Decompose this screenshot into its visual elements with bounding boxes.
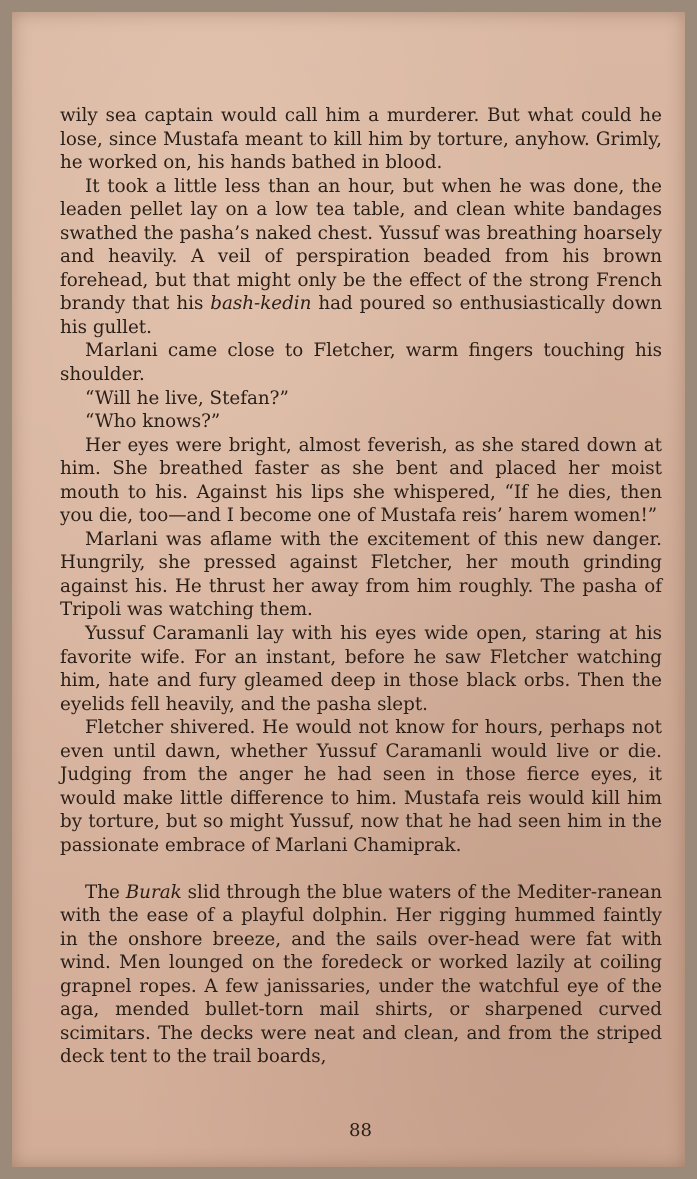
paragraph-2: It took a little less than an hour, but when he was done, the leaden pellet lay on a low tea table, and clean white bandages swathed the pasha’s naked chest. Yussuf was breathing hoarsely and heavily. A veil of perspiration beaded from his brown forehead, but that might only be the effect of the strong French brandy that his bash-kedin had poured so enthusiastically down his gullet.	[60, 175, 662, 338]
italic-term: bash-kedin	[210, 293, 312, 315]
paragraph-7: Marlani was aflame with the excitement of this new danger. Hungrily, she pressed against Fletcher, her mouth grinding against his. He thrust her away from him roughly. The pasha of Tripoli was watching them.	[60, 528, 662, 621]
paragraph-6: Her eyes were bright, almost feverish, as she stared down at him. She breathed faster as she bent and placed her moist mouth to his. Against his lips she whispered, “If he dies, then you die, too—and I become one of Mustafa reis’ harem women!”	[60, 434, 662, 527]
paragraph-8: Yussuf Caramanli lay with his eyes wide open, staring at his favorite wife. For an instant, before he saw Fletcher watching him, hate and fury gleamed deep in those black orbs. Then the eyelids fell heavily, and the pasha slept.	[60, 623, 662, 715]
ship-name: Burak	[125, 881, 182, 903]
page-number: 88	[349, 1120, 372, 1141]
paragraph-9: Fletcher shivered. He would not know for hours, perhaps not even until dawn, whether Yussuf Caramanli would live or die. Judging from the anger he had seen in those fierce eyes, it would make little difference to him. Mustafa reis would kill him by torture, but so might Yussuf, now that he had seen him in the passionate embrace of Marlani Chamiprak.	[60, 717, 662, 856]
body-text	[60, 104, 662, 1069]
paragraph-1: wily sea captain would call him a murderer. But what could he lose, since Mustafa meant to kill him by torture, anyhow. Grimly, he worked on, his hands bathed in blood.	[60, 105, 662, 174]
paragraph-5: “Who knows?”	[85, 411, 221, 433]
paragraph-10: The Burak slid through the blue waters of the Mediter-ranean with the ease of a playful dolphin. Her rigging hummed faintly in the onshore breeze, and the sails over-head were fat with wind. Men lounged on the foredeck or worked lazily at coiling grapnel ropes. A few janissaries, under the watchful eye of the aga, mended bullet-torn mail shirts, or sharpened curved scimitars. The decks were neat and clean, and from the striped deck tent to the trail boards,	[60, 881, 662, 1068]
paragraph-3: Marlani came close to Fletcher, warm fingers touching his shoulder.	[60, 340, 662, 386]
paragraph-4: “Will he live, Stefan?”	[85, 387, 289, 409]
